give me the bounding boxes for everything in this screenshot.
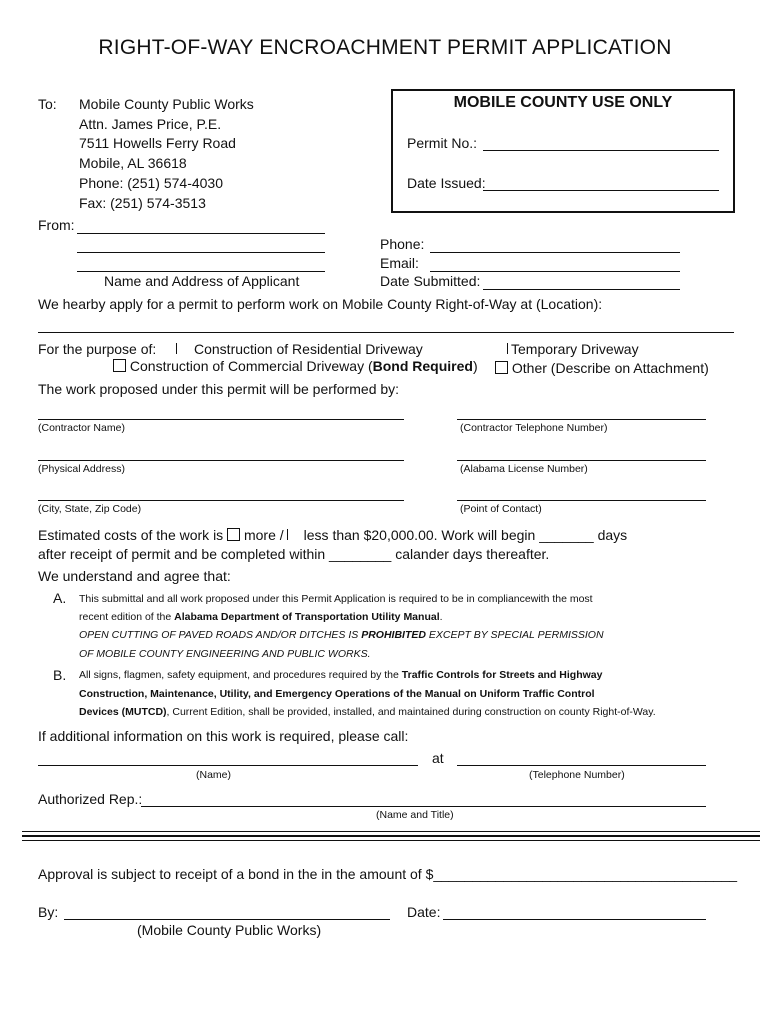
commercial-checkbox[interactable] <box>113 359 126 372</box>
location-field[interactable] <box>38 332 734 333</box>
contractor-name-field[interactable] <box>38 419 404 420</box>
email-field[interactable] <box>430 271 680 272</box>
divider-line-1 <box>22 831 760 832</box>
page-title: RIGHT-OF-WAY ENCROACHMENT PERMIT APPLICATION <box>98 36 672 59</box>
clause-a-line-1: This submittal and all work proposed under this Permit Application is required to be in compliancewith the most <box>79 593 593 605</box>
city-state-zip-caption: (City, State, Zip Code) <box>38 503 142 515</box>
physical-address-caption: (Physical Address) <box>38 463 125 475</box>
clause-a-line-3-post: EXCEPT BY SPECIAL PERMISSION <box>425 629 604 641</box>
authorized-rep-caption: (Name and Title) <box>376 809 454 821</box>
to-label: To: <box>38 96 57 112</box>
permit-no-label: Permit No.: <box>407 135 478 151</box>
clause-b-line-3-post: , Current Edition, shall be provided, installed, and maintained during construction on county Right-of-Way. <box>166 706 656 718</box>
date-label: Date: <box>407 904 441 920</box>
clause-b-line-1-pre: All signs, flagmen, safety equipment, and procedures required by the <box>79 669 402 681</box>
traffic-controls-text: Traffic Controls for Streets and Highway <box>401 669 603 681</box>
license-field[interactable] <box>457 460 706 461</box>
location-text: We hearby apply for a permit to perform work on Mobile County Right-of-Way at (Location): <box>38 296 603 312</box>
temporary-label: Temporary Driveway <box>511 341 639 357</box>
purpose-label: For the purpose of: <box>38 341 157 357</box>
clause-a-line-4: OF MOBILE COUNTY ENGINEERING AND PUBLIC WORKS. <box>79 648 371 660</box>
date-issued-label: Date Issued: <box>407 175 486 191</box>
contractor-name-caption: (Contractor Name) <box>38 422 125 434</box>
residential-checkbox[interactable] <box>176 343 177 354</box>
clause-a-line-3 <box>79 629 604 641</box>
contact-phone-caption: (Telephone Number) <box>529 769 625 781</box>
from-field-2[interactable] <box>77 252 325 253</box>
temporary-driveway-option[interactable] <box>507 341 639 357</box>
date-submitted-field[interactable] <box>483 289 680 290</box>
phone-field[interactable] <box>430 252 680 253</box>
to-line-5: Phone: (251) 574-4030 <box>79 175 223 191</box>
to-line-6: Fax: (251) 574-3513 <box>79 195 206 211</box>
performed-by-text: The work proposed under this permit will be performed by: <box>38 381 400 397</box>
phone-label: Phone: <box>380 236 425 252</box>
agree-text: We understand and agree that: <box>38 568 231 584</box>
mutcd-text: Devices (MUTCD) <box>79 706 167 718</box>
costs-pre-text: Estimated costs of the work is <box>38 527 224 543</box>
license-caption: (Alabama License Number) <box>460 463 588 475</box>
costs-line-1 <box>38 527 627 543</box>
contact-name-caption: (Name) <box>196 769 232 781</box>
point-of-contact-caption: (Point of Contact) <box>460 503 542 515</box>
city-state-zip-field[interactable] <box>38 500 404 501</box>
other-option[interactable] <box>495 360 709 376</box>
clause-a-letter: A. <box>53 590 67 606</box>
to-line-4: Mobile, AL 36618 <box>79 155 187 171</box>
from-field-3[interactable] <box>77 271 325 272</box>
aldot-manual-text: Alabama Department of Transportation Utility Manual <box>174 611 440 623</box>
email-label: Email: <box>380 255 419 271</box>
clause-a-line-2-pre: recent edition of the <box>79 611 175 623</box>
from-label: From: <box>38 217 75 233</box>
divider-line-2 <box>22 835 760 837</box>
date-issued-field[interactable] <box>483 190 719 191</box>
bond-required-text: Bond Required <box>372 358 473 374</box>
contact-phone-field[interactable] <box>457 765 706 766</box>
date-submitted-label: Date Submitted: <box>380 273 481 289</box>
less-label: less than $20,000.00. Work will begin _______ days <box>303 527 628 543</box>
to-line-3: 7511 Howells Ferry Road <box>79 135 236 151</box>
physical-address-field[interactable] <box>38 460 404 461</box>
additional-info-text: If additional information on this work is required, please call: <box>38 728 409 744</box>
commercial-driveway-option[interactable] <box>113 358 478 374</box>
other-checkbox[interactable] <box>495 361 508 374</box>
divider-line-3 <box>22 840 760 841</box>
point-of-contact-field[interactable] <box>457 500 706 501</box>
contractor-phone-field[interactable] <box>457 419 706 420</box>
clause-b-letter: B. <box>53 667 67 683</box>
authorized-rep-label: Authorized Rep.: <box>38 791 143 807</box>
clause-b-line-2: Construction, Maintenance, Utility, and Emergency Operations of the Manual on Uniform Traffic Control <box>79 688 595 700</box>
clause-a-line-2 <box>79 611 443 623</box>
to-line-2: Attn. James Price, P.E. <box>79 116 222 132</box>
county-use-heading: MOBILE COUNTY USE ONLY <box>453 94 673 111</box>
less-checkbox[interactable] <box>287 529 288 540</box>
commercial-label-post: ) <box>472 358 478 374</box>
permit-no-field[interactable] <box>483 150 719 151</box>
clause-a-line-3-pre: OPEN CUTTING OF PAVED ROADS AND/OR DITCHES IS <box>79 629 362 641</box>
more-label: more / <box>243 527 284 543</box>
authorized-rep-field[interactable] <box>141 806 706 807</box>
by-label: By: <box>38 904 59 920</box>
other-label: Other (Describe on Attachment) <box>511 360 709 376</box>
mcpw-caption: (Mobile County Public Works) <box>137 922 322 938</box>
approval-text: Approval is subject to receipt of a bond in the in the amount of $_______________________________________ <box>38 866 738 882</box>
residential-label: Construction of Residential Driveway <box>194 341 423 357</box>
residential-driveway-option[interactable] <box>176 341 423 357</box>
temporary-checkbox[interactable] <box>507 343 508 354</box>
date-field[interactable] <box>443 919 706 920</box>
clause-b-line-1 <box>79 669 602 681</box>
clause-b-line-3 <box>79 706 656 718</box>
contact-name-field[interactable] <box>38 765 418 766</box>
contractor-phone-caption: (Contractor Telephone Number) <box>460 422 608 434</box>
by-signature-field[interactable] <box>64 919 390 920</box>
commercial-label-pre: Construction of Commercial Driveway ( <box>129 358 373 374</box>
to-line-1: Mobile County Public Works <box>79 96 254 112</box>
costs-line-2: after receipt of permit and be completed within ________ calander days thereafter. <box>38 546 550 562</box>
from-field-1[interactable] <box>77 233 325 234</box>
more-checkbox[interactable] <box>227 528 240 541</box>
clause-a-line-2-post: . <box>439 611 443 623</box>
prohibited-text: PROHIBITED <box>361 629 426 641</box>
at-label: at <box>432 750 444 766</box>
from-caption: Name and Address of Applicant <box>104 273 300 289</box>
